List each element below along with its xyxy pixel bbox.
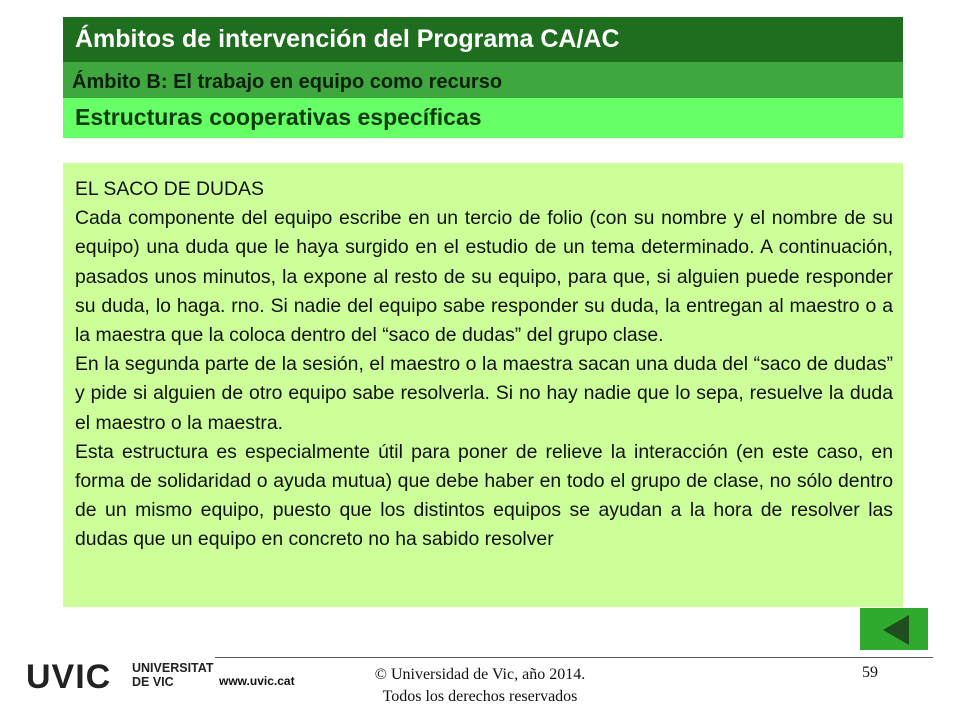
slide-title: Ámbitos de intervención del Programa CA/AC (75, 25, 620, 53)
logo-mark: UVIC (26, 658, 112, 696)
back-button[interactable] (859, 607, 929, 651)
logo-line-2: DE VIC (132, 675, 174, 689)
copyright-line-1: © Universidad de Vic, año 2014. (374, 666, 586, 683)
copyright-line-2: Todos los derechos reservados (382, 688, 578, 705)
slide-subtitle: Ámbito B: El trabajo en equipo como recurso (72, 71, 503, 93)
content-paragraph-3: Esta estructura es especialmente útil para poner de relieve la interacción (en este caso, en forma de solidaridad o ayuda mutua) que debe haber en todo el grupo de clase, no sólo dentro de un mismo equipo, puesto que los distintos equipos se ayudan a la hora de resolver las dudas que un equipo en concreto no ha sabido resolver (75, 440, 893, 551)
logo-line-1: UNIVERSITAT (132, 661, 214, 675)
content-box (63, 163, 903, 607)
content-heading: EL SACO DE DUDAS (75, 178, 264, 200)
content-paragraph-1: Cada componente del equipo escribe en un tercio de folio (con su nombre y el nombre de su equipo) una duda que le haya surgido en el estudio de un tema determinado. A continuación, pasados unos minutos, la expone al resto de su equipo, para que, si alguien puede responder su duda, lo haga. rno. Si nadie del equipo sabe responder su duda, la entregan al maestro o a la maestra que la coloca dentro del “saco de dudas” del grupo clase. (75, 207, 893, 347)
copyright-notice (330, 664, 630, 708)
triangle-left-icon (860, 608, 930, 652)
section-title: Estructuras cooperativas específicas (75, 104, 482, 130)
content-paragraph-2: En la segunda parte de la sesión, el maestro o la maestra sacan una duda del “saco de dudas” y pide si alguien de otro equipo sabe resolverla. Si no hay nadie que lo sepa, resuelve la duda el maestro o la maestra. (75, 353, 893, 434)
website-link[interactable]: www.uvic.cat (219, 674, 295, 688)
section-bar (63, 98, 903, 138)
slide-number: 59 (862, 664, 878, 681)
subtitle-bar (63, 62, 903, 98)
logo-text (132, 661, 213, 689)
slide-title-bar (63, 17, 903, 62)
footer-divider (215, 657, 933, 658)
